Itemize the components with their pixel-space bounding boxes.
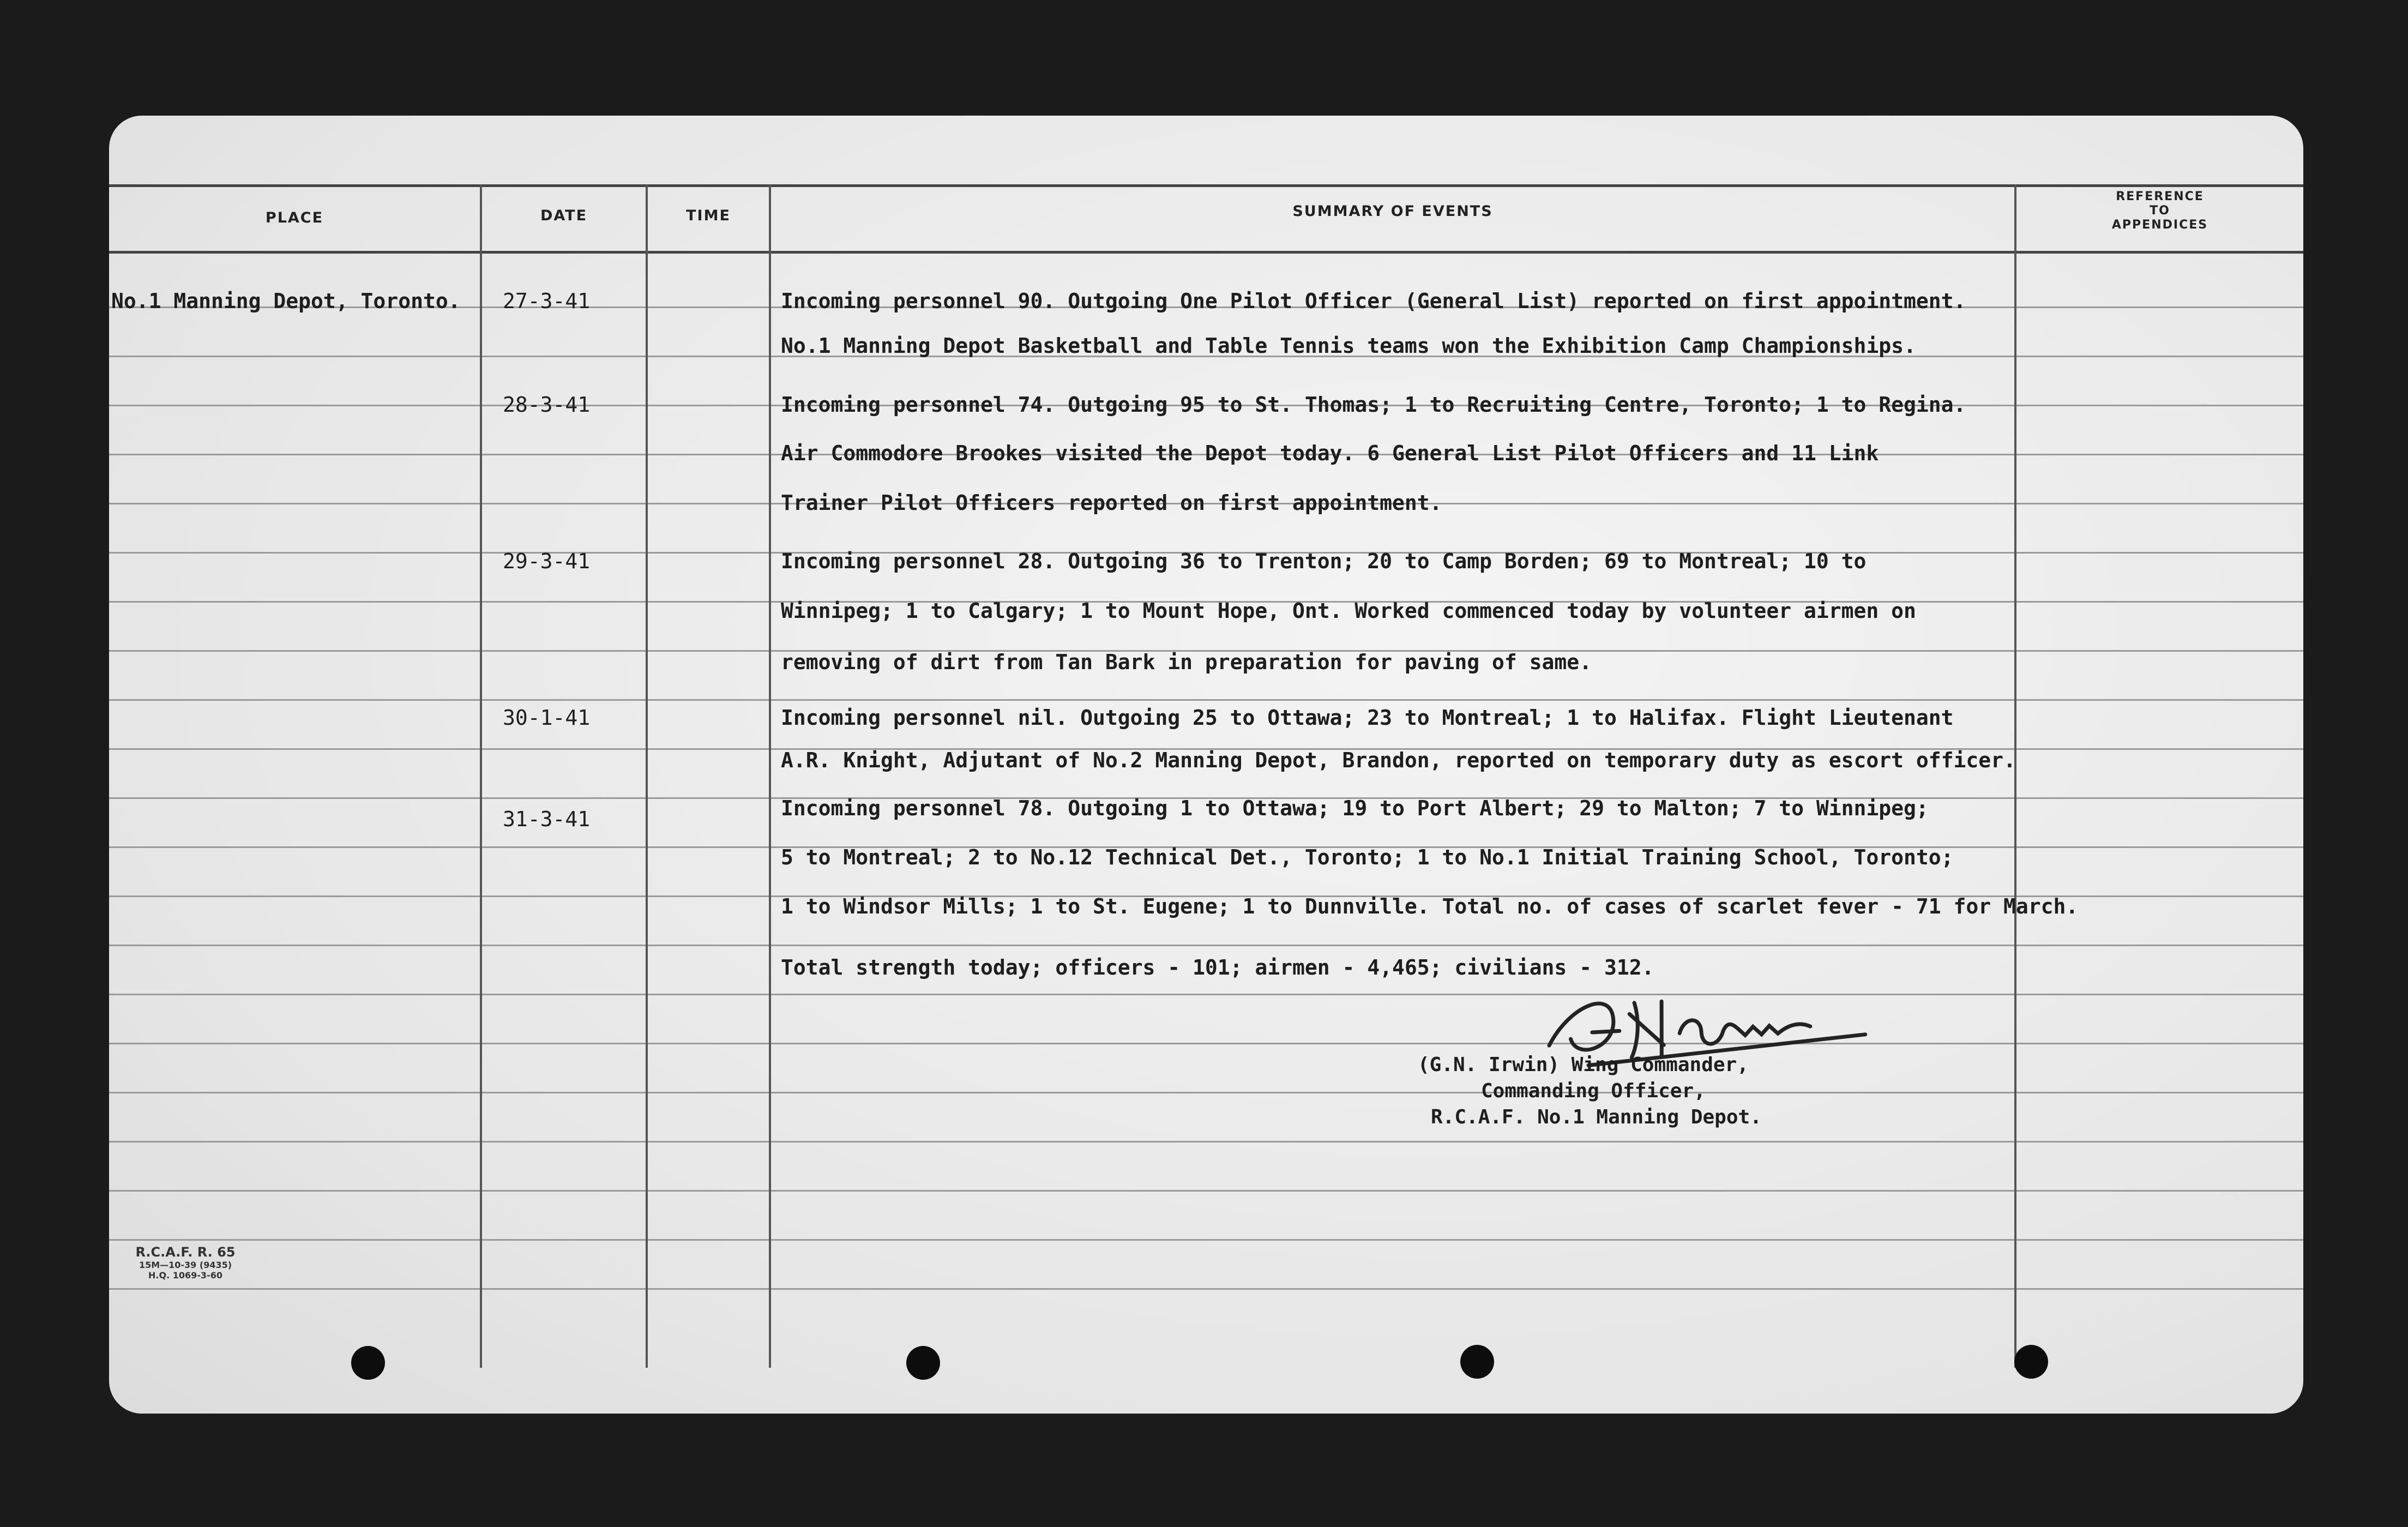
- date-entry: 31-3-41: [503, 807, 591, 831]
- punch-hole: [906, 1346, 940, 1380]
- ruled-line: [109, 699, 2303, 701]
- event-line: Incoming personnel 78. Outgoing 1 to Ottawa; 19 to Port Albert; 29 to Malton; 7 to Winnipeg;: [781, 796, 1929, 820]
- ruled-line: [109, 1141, 2303, 1143]
- form-number-line-1: R.C.A.F. R. 65: [135, 1245, 236, 1260]
- form-number: [120, 1245, 251, 1280]
- ruled-line: [109, 1190, 2303, 1192]
- event-line: removing of dirt from Tan Bark in preparation for paving of same.: [781, 650, 1592, 674]
- event-line: Total strength today; officers - 101; airmen - 4,465; civilians - 312.: [781, 955, 1654, 979]
- column-divider: [646, 184, 648, 1368]
- signature-line-2: Commanding Officer,: [1481, 1080, 1706, 1102]
- event-line: Air Commodore Brookes visited the Depot today. 6 General List Pilot Officers and 11 Link: [781, 441, 1879, 465]
- column-divider: [480, 184, 482, 1368]
- record-card: [109, 116, 2303, 1414]
- signature-line-1: (G.N. Irwin) Wing Commander,: [1418, 1054, 1749, 1076]
- header-reference: REFERENCE TO APPENDICES: [2111, 190, 2208, 232]
- event-line: Incoming personnel nil. Outgoing 25 to Ottawa; 23 to Montreal; 1 to Halifax. Flight Lieutenant: [781, 706, 1954, 730]
- ruled-line: [109, 1043, 2303, 1044]
- ruled-line: [109, 945, 2303, 946]
- event-line: Incoming personnel 28. Outgoing 36 to Trenton; 20 to Camp Borden; 69 to Montreal; 10 to: [781, 549, 1867, 573]
- date-entry: 30-1-41: [503, 706, 591, 730]
- event-line: A.R. Knight, Adjutant of No.2 Manning Depot, Brandon, reported on temporary duty as escort officer.: [781, 748, 2016, 772]
- column-divider: [2014, 184, 2016, 1368]
- event-line: 1 to Windsor Mills; 1 to St. Eugene; 1 to Dunnville. Total no. of cases of scarlet fever - 71 for March.: [781, 894, 2079, 918]
- event-line: 5 to Montreal; 2 to No.12 Technical Det., Toronto; 1 to No.1 Initial Training School, Toronto;: [781, 845, 1954, 869]
- event-line: Winnipeg; 1 to Calgary; 1 to Mount Hope, Ont. Worked commenced today by volunteer airmen on: [781, 599, 1916, 623]
- punch-hole: [1460, 1345, 1494, 1379]
- form-number-line-2: 15M—10-39 (9435): [139, 1260, 232, 1270]
- ruled-line: [109, 1288, 2303, 1290]
- event-line: Incoming personnel 90. Outgoing One Pilot Officer (General List) reported on first appointment.: [781, 289, 1966, 313]
- form-number-line-3: H.Q. 1069-3-60: [148, 1270, 222, 1280]
- header-summary: SUMMARY OF EVENTS: [1292, 203, 1493, 220]
- ruled-line: [109, 1092, 2303, 1093]
- column-divider: [769, 184, 771, 1368]
- header-bottom-rule: [109, 251, 2303, 254]
- place-entry: No.1 Manning Depot, Toronto.: [111, 289, 461, 313]
- event-line: Trainer Pilot Officers reported on first appointment.: [781, 491, 1442, 515]
- ruled-line: [109, 994, 2303, 995]
- header-place: PLACE: [265, 209, 324, 226]
- punch-hole: [351, 1346, 385, 1380]
- event-line: No.1 Manning Depot Basketball and Table Tennis teams won the Exhibition Camp Championships.: [781, 334, 1916, 358]
- signature-line-3: R.C.A.F. No.1 Manning Depot.: [1431, 1106, 1762, 1128]
- date-entry: 28-3-41: [503, 393, 591, 417]
- date-entry: 29-3-41: [503, 549, 591, 573]
- ruled-line: [109, 1239, 2303, 1241]
- header-date: DATE: [540, 207, 588, 224]
- header-top-rule: [109, 184, 2303, 187]
- punch-hole: [2014, 1345, 2048, 1379]
- header-time: TIME: [686, 207, 731, 224]
- date-entry: 27-3-41: [503, 289, 591, 313]
- event-line: Incoming personnel 74. Outgoing 95 to St. Thomas; 1 to Recruiting Centre, Toronto; 1 to Regina.: [781, 393, 1966, 417]
